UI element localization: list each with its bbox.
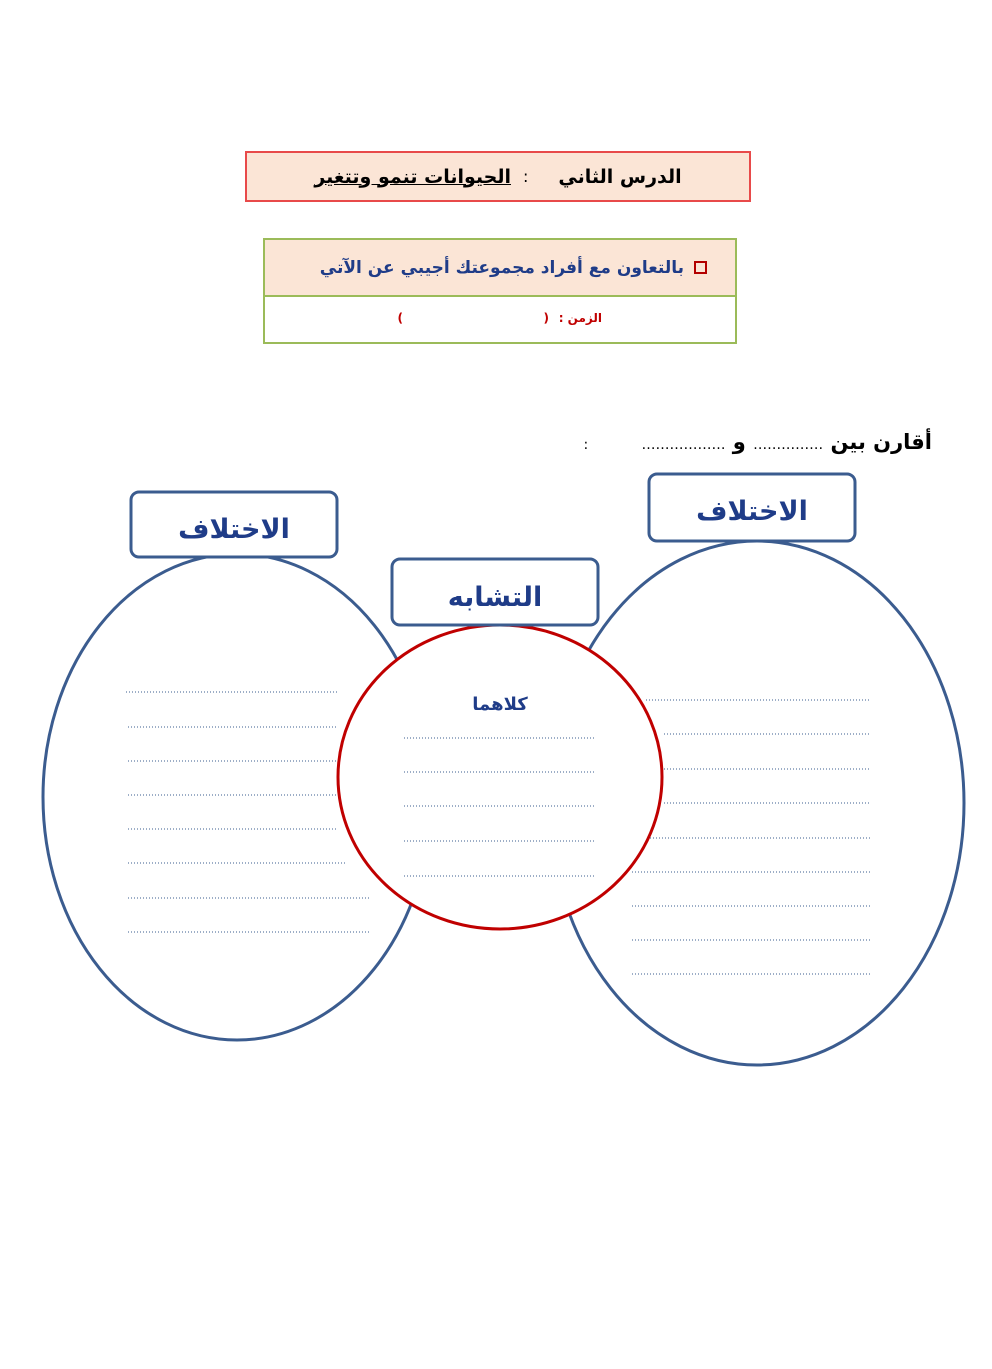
center-circle	[338, 625, 662, 929]
right-label: الاختلاف	[696, 496, 808, 527]
middle-label: التشابه	[447, 582, 543, 613]
compare-conjunction: و	[732, 430, 746, 454]
right-writing-lines	[632, 700, 871, 974]
compare-blank-2[interactable]: ………………	[641, 437, 726, 453]
compare-prefix: أقارن بين	[830, 430, 932, 454]
time-label: الزمن :	[558, 311, 602, 325]
lesson-number: الدرس الثاني	[558, 165, 682, 188]
time-paren-close: )	[397, 311, 403, 325]
compare-colon: :	[583, 437, 589, 453]
task-instruction: بالتعاون مع أفراد مجموعتك أجيبي عن الآتي	[319, 257, 684, 278]
center-heading: كلاهما	[472, 694, 528, 715]
compare-blank-1[interactable]: ……………	[753, 437, 824, 453]
left-label: الاختلاف	[178, 514, 290, 545]
lesson-topic: الحيوانات تنمو وتتغير	[314, 165, 511, 188]
title-separator: :	[522, 167, 529, 186]
time-paren-open: (	[543, 311, 549, 325]
left-writing-lines	[126, 692, 370, 932]
